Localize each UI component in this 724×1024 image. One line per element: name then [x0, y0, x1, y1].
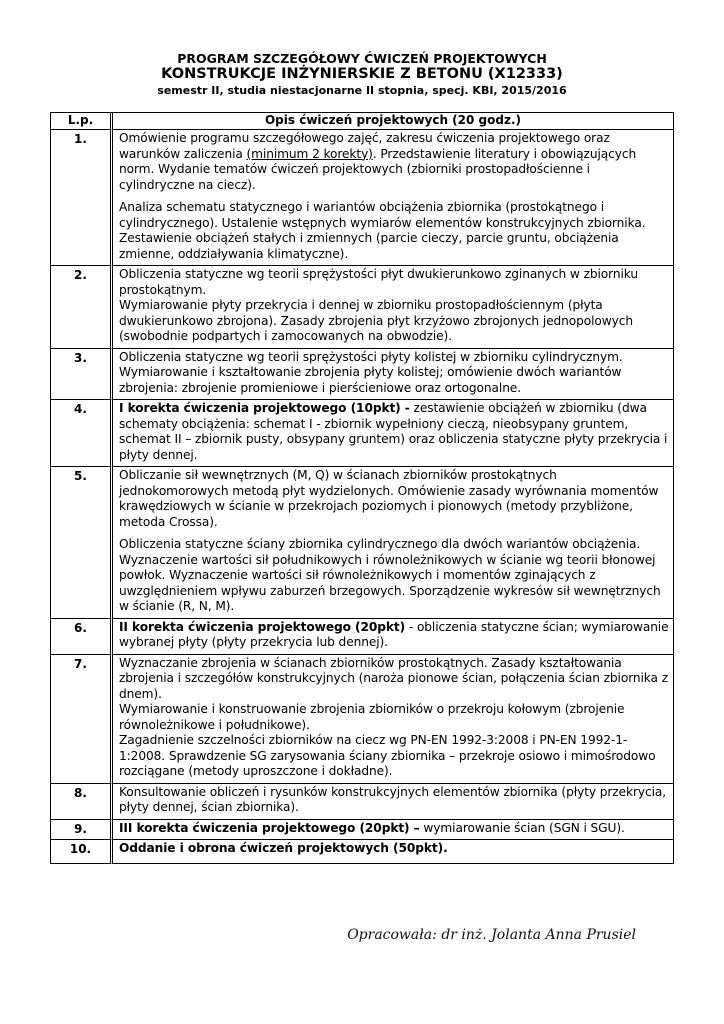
table-row: [51, 784, 674, 820]
text: wymiarowanie ścian (SGN i SGU).: [419, 820, 625, 835]
table-row: [51, 619, 674, 655]
row-description: [113, 266, 674, 349]
table-row: [51, 840, 674, 864]
row-description: [113, 349, 674, 401]
bold-text: II korekta ćwiczenia projektowego (20pkt): [119, 619, 406, 634]
paragraph: [119, 620, 669, 651]
paragraph: [119, 401, 669, 463]
row-number: 5.: [51, 467, 113, 619]
header-course: KONSTRUKCJE INŻYNIERSKIE Z BETONU (X12333): [161, 66, 563, 82]
column-header-lp: L.p.: [51, 113, 113, 130]
table-header-row: [51, 113, 674, 130]
paragraph: Analiza schematu statycznego i wariantów obciążenia zbiornika (prostokątnego i cylindrycznego). Ustalenie wstępnych wymiarów elementów konstrukcyjnych zbiornika. Zestawienie obciążeń stałych i zmiennych (parcie cieczy, parcie gruntu, obciążenia zmienne, oddziaływania klimatyczne).: [119, 200, 646, 261]
text: Omówienie programu szczegółowego zajęć, zakresu ćwiczenia projektowego oraz warunków zaliczenia: [119, 131, 610, 161]
row-number: 2.: [51, 266, 113, 349]
row-number: 6.: [51, 619, 113, 655]
table-row: [51, 266, 674, 349]
row-description: [113, 840, 674, 864]
header-title: PROGRAM SZCZEGÓŁOWY ĆWICZEŃ PROJEKTOWYCH: [177, 51, 547, 66]
row-number: 4.: [51, 400, 113, 467]
text: . Przedstawienie literatury i obowiązujących norm. Wydanie tematów ćwiczeń projektowych (zbiorniki prostopadłościenne i cylindryczne na ciecz).: [119, 146, 637, 192]
paragraph: Zagadnienie szczelności zbiorników na ciecz wg PN-EN 1992-3:2008 i PN-EN 1992-1-1:2008. Sprawdzenie SG zarysowania ściany zbiornika – przekroje osiowo i mimośrodowo rozciągane (metody uproszczone i dokładne).: [119, 733, 656, 778]
table-row: [51, 130, 674, 266]
row-number: 10.: [51, 840, 113, 864]
paragraph: Wymiarowanie płyty przekrycia i dennej w zbiorniku prostopadłościennym (płyta dwukierunkowo zbrojona). Zasady zbrojenia płyt krzyżowo zbrojonych jednopolowych (swobodnie podpartych i zamocowanych na obwodzie).: [119, 298, 633, 343]
row-number: 3.: [51, 349, 113, 401]
row-description: [113, 784, 674, 820]
column-header-description: Opis ćwiczeń projektowych (20 godz.): [113, 113, 674, 130]
table-row: [51, 349, 674, 401]
paragraph: Wyznaczanie zbrojenia w ścianach zbiorników prostokątnych. Zasady kształtowania zbrojenia i szczegółów konstrukcyjnych (naroża pionowe ścian, połączenia ścian zbiornika z dnem).: [119, 655, 668, 701]
paragraph: [119, 131, 669, 193]
bold-text: III korekta ćwiczenia projektowego (20pkt) –: [119, 820, 420, 835]
document-header: [0, 51, 724, 98]
row-description: [113, 467, 674, 619]
paragraph: [119, 841, 669, 857]
table-row: [51, 467, 674, 619]
text: zestawienie obciążeń w zbiorniku (dwa schematy obciążenia: schemat I - zbiornik wypełniony cieczą, nieobsypany gruntem, schemat II – zbiornik pusty, obsypany gruntem) oraz obliczenia statyczne płyty przekrycia i płyty dennej.: [119, 401, 668, 462]
table-row: [51, 655, 674, 784]
row-number: 1.: [51, 130, 113, 266]
bold-text: I korekta ćwiczenia projektowego (10pkt) -: [119, 401, 410, 415]
text: - obliczenia statyczne ścian; wymiarowanie wybranej płyty (płyty przekrycia lub dennej).: [119, 619, 669, 649]
paragraph: Konsultowanie obliczeń i rysunków konstrukcyjnych elementów zbiornika (płyty przekrycia, płyty dennej, ścian zbiornika).: [119, 784, 667, 814]
paragraph: Obliczenia statyczne ściany zbiornika cylindrycznego dla dwóch wariantów obciążenia. Wyznaczenie wartości sił południkowych i równoleżnikowych w ścianie wg teorii błonowej powłok. Wyznaczenie wartości sił równoleżnikowych i momentów zginających z uwzględnieniem wpływu zaburzeń brzegowych. Sporządzenie wykresów sił wewnętrznych w ścianie (R, N, M).: [119, 537, 661, 613]
program-table: [50, 112, 674, 864]
author-signature: Opracowała: dr inż. Jolanta Anna Prusiel: [347, 927, 636, 943]
row-description: [113, 619, 674, 655]
table-row: [51, 400, 674, 467]
underlined-text: (minimum 2 korekty): [246, 146, 373, 161]
row-description: [113, 820, 674, 841]
row-description: [113, 400, 674, 467]
paragraph: Obliczenia statyczne wg teorii sprężystości płyt dwukierunkowo zginanych w zbiorniku prostokątnym.: [119, 267, 638, 297]
table-row: [51, 820, 674, 841]
row-description: [113, 130, 674, 266]
paragraph: Obliczanie sił wewnętrznych (M, Q) w ścianach zbiorników prostokątnych jednokomorowych metodą płyt wydzielonych. Omówienie zasady wyrównania momentów krawędziowych w ścianie w przekrojach poziomych i pionowych (metody przybliżone, metoda Crossa).: [119, 468, 659, 529]
header-semester: semestr II, studia niestacjonarne II stopnia, specj. KBI, 2015/2016: [157, 84, 567, 97]
row-number: 8.: [51, 784, 113, 820]
row-number: 7.: [51, 655, 113, 784]
paragraph: Obliczenia statyczne wg teorii sprężystości płyty kolistej w zbiorniku cylindrycznym. Wymiarowanie i kształtowanie zbrojenia płyty kolistej; omówienie dwóch wariantów zbrojenia: zbrojenie promieniowe i pierścieniowe oraz ortogonalne.: [119, 349, 623, 395]
paragraph: Wymiarowanie i konstruowanie zbrojenia zbiorników o przekroju kołowym (zbrojenie równoleżnikowe i południkowe).: [119, 702, 625, 732]
row-description: [113, 655, 674, 784]
paragraph: [119, 821, 669, 837]
row-number: 9.: [51, 820, 113, 841]
bold-text: Oddanie i obrona ćwiczeń projektowych (50pkt).: [119, 841, 448, 855]
